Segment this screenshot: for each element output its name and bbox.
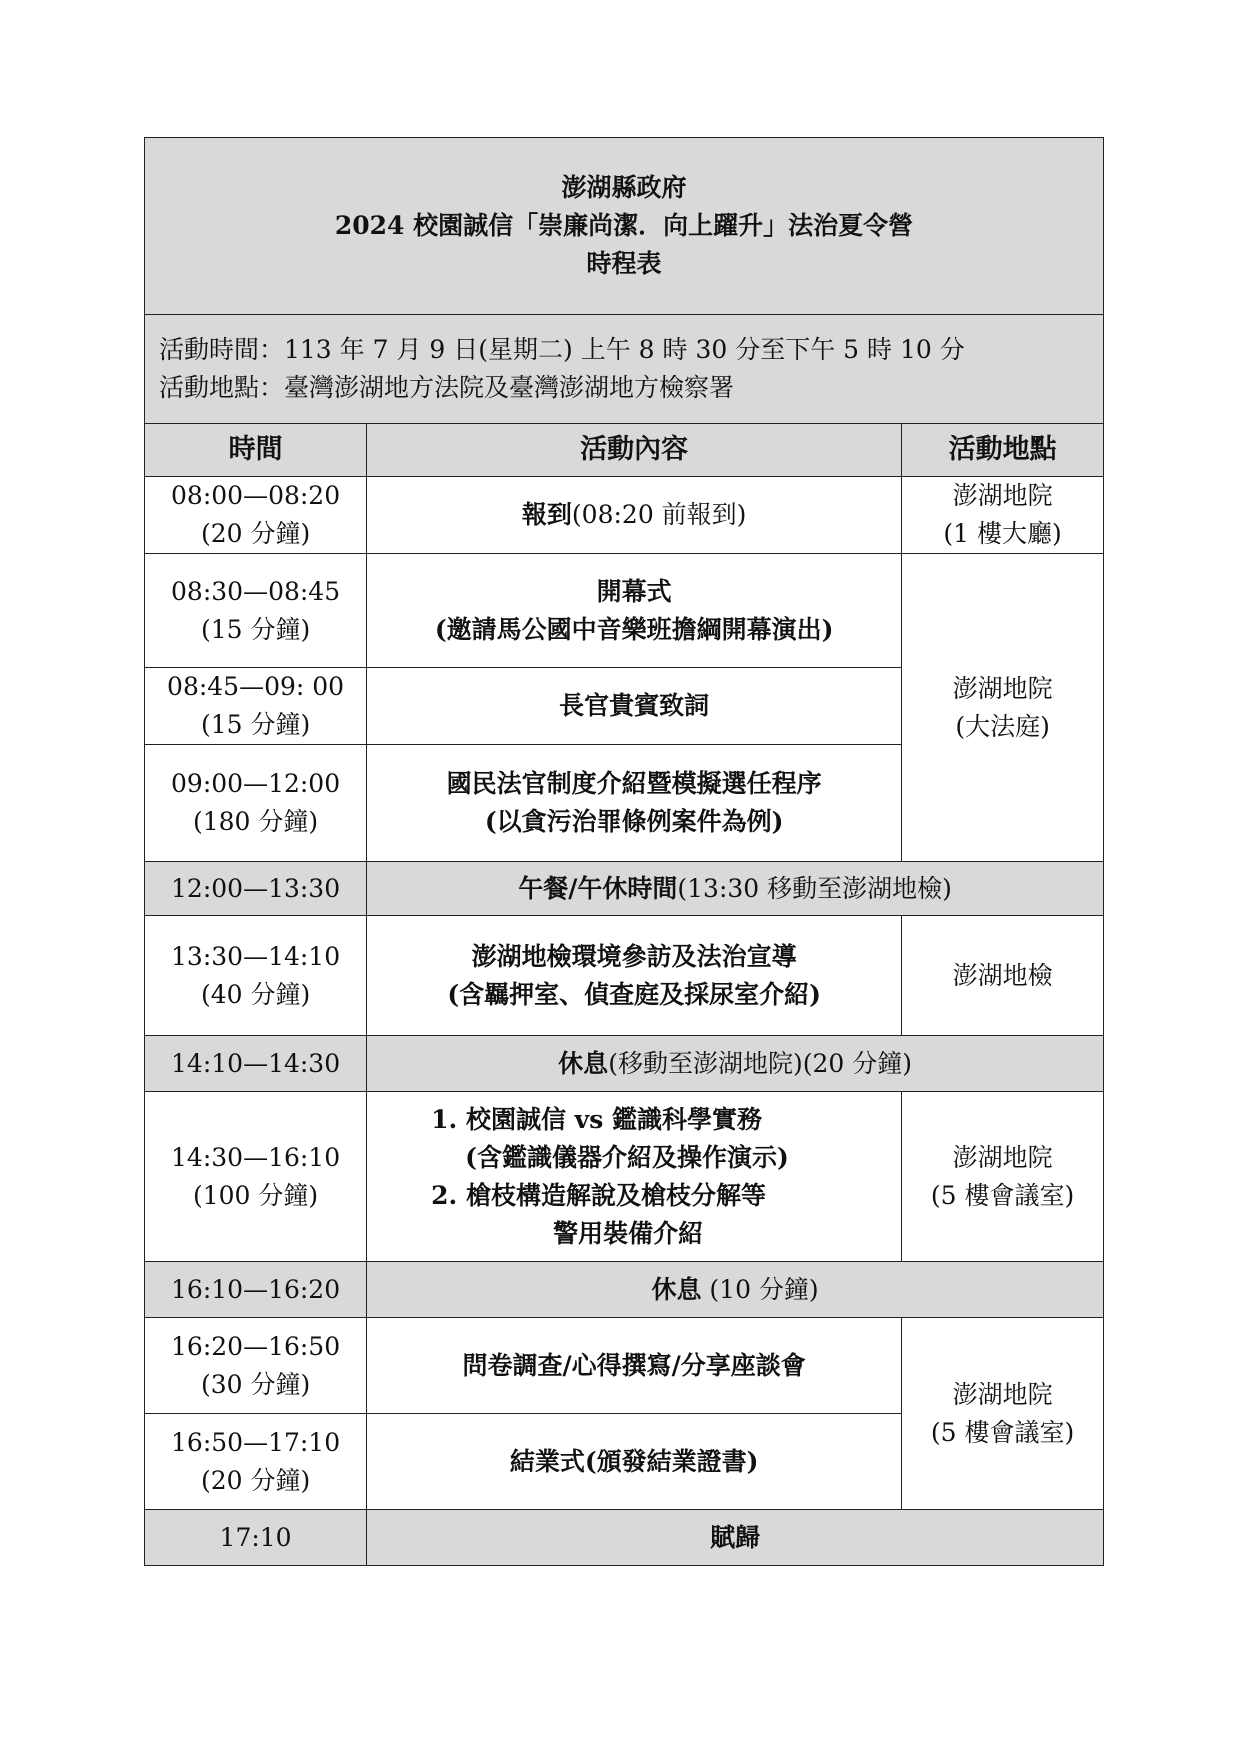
content-cell [367, 745, 902, 862]
place-name: 澎湖地院 [952, 673, 1053, 703]
time-range: 08:00—08:20 [171, 481, 341, 510]
activity-name: 結業式 [509, 1446, 585, 1476]
duration: (100 分鐘) [192, 1180, 319, 1210]
table-row [145, 916, 1104, 1036]
content-cell [367, 916, 902, 1036]
time-cell [145, 1262, 367, 1318]
title-block [145, 138, 1104, 315]
list-item: 1. 校園誠信 vs 鑑識科學實務 [431, 1104, 762, 1134]
place-detail: (5 樓會議室) [930, 1180, 1075, 1210]
content-cell [367, 1262, 1104, 1318]
place-detail: (1 樓大廳) [943, 519, 1062, 548]
time-range: 17:10 [219, 1522, 292, 1552]
place-cell [902, 1318, 1104, 1510]
event-place: 活動地點：臺灣澎湖地方法院及臺灣澎湖地方檢察署 [159, 373, 735, 402]
time-cell [145, 477, 367, 554]
duration: (20 分鐘) [200, 1465, 311, 1495]
activity-note: (10 分鐘) [701, 1274, 819, 1304]
content-cell [367, 1510, 1104, 1566]
col-header-time: 時間 [145, 424, 367, 477]
place-detail: (5 樓會議室) [930, 1417, 1075, 1447]
place-name: 澎湖地院 [952, 1379, 1053, 1409]
place-cell [902, 477, 1104, 554]
table-row [145, 554, 1104, 668]
time-cell [145, 1510, 367, 1566]
time-cell [145, 1414, 367, 1510]
time-range: 16:20—16:50 [171, 1331, 341, 1361]
place-detail: (大法庭) [955, 711, 1050, 741]
place-cell [902, 1092, 1104, 1262]
activity-name: 賦歸 [710, 1522, 761, 1552]
time-range: 08:30—08:45 [171, 576, 341, 606]
time-cell [145, 668, 367, 745]
time-cell [145, 862, 367, 916]
duration: (40 分鐘) [200, 979, 311, 1009]
activity-name: 開幕式 [596, 576, 672, 606]
place-name: 澎湖地檢 [952, 960, 1053, 990]
activity-name: 澎湖地檢環境參訪及法治宣導 [471, 941, 797, 971]
event-time: 活動時間：113 年 7 月 9 日(星期二) 上午 8 時 30 分至下午 5 時 10 分 [159, 335, 965, 364]
place-name: 澎湖地院 [952, 1142, 1053, 1172]
duration: (15 分鐘) [200, 614, 311, 644]
schedule-table [144, 137, 1104, 1566]
list-item: 2. 槍枝構造解說及槍枝分解等 [431, 1180, 766, 1210]
event-title: 2024 校園誠信「崇廉尚潔．向上躍升」法治夏令營 [334, 211, 914, 240]
time-cell [145, 1092, 367, 1262]
activity-note: (以貪污治罪條例案件為例) [484, 807, 784, 836]
activity-name: 報到 [521, 500, 572, 529]
table-header [145, 424, 1104, 477]
activity-note: (08:20 前報到) [571, 500, 747, 529]
doc-title: 時程表 [586, 249, 662, 278]
content-cell [367, 668, 902, 745]
col-header-content: 活動內容 [367, 424, 902, 477]
content-cell [367, 554, 902, 668]
activity-note: (含羈押室、偵查庭及採尿室介紹) [447, 979, 821, 1009]
time-range: 16:50—17:10 [171, 1427, 341, 1457]
content-cell [367, 477, 902, 554]
content-cell [367, 1092, 902, 1262]
list-item-note: (含鑑識儀器介紹及操作演示) [465, 1142, 789, 1172]
time-cell [145, 1318, 367, 1414]
time-range: 13:30—14:10 [171, 941, 341, 971]
event-info [145, 315, 1104, 424]
time-range: 16:10—16:20 [171, 1274, 341, 1304]
activity-name: 午餐/午休時間 [518, 873, 678, 903]
activity-note: (13:30 移動至澎湖地檢) [677, 873, 952, 903]
table-row [145, 1510, 1104, 1566]
content-cell [367, 1318, 902, 1414]
org-title: 澎湖縣政府 [561, 173, 687, 202]
duration: (15 分鐘) [200, 710, 311, 739]
time-range: 14:10—14:30 [171, 1048, 341, 1078]
table-row [145, 1262, 1104, 1318]
place-cell [902, 916, 1104, 1036]
time-range: 09:00—12:00 [171, 769, 341, 798]
content-cell [367, 862, 1104, 916]
time-cell [145, 554, 367, 668]
duration: (30 分鐘) [200, 1369, 311, 1399]
activity-name: 長官貴賓致詞 [559, 691, 710, 720]
table-row [145, 1318, 1104, 1414]
activity-name: 休息 [558, 1048, 609, 1078]
place-name: 澎湖地院 [952, 481, 1053, 510]
duration: (20 分鐘) [200, 519, 311, 548]
table-row [145, 477, 1104, 554]
activity-name: 休息 [651, 1274, 702, 1304]
place-cell [902, 554, 1104, 862]
time-range: 08:45—09: 00 [167, 672, 345, 701]
duration: (180 分鐘) [192, 807, 319, 836]
content-cell [367, 1036, 1104, 1092]
table-row [145, 1036, 1104, 1092]
list-item-note: 警用裝備介紹 [553, 1218, 704, 1248]
time-range: 14:30—16:10 [171, 1142, 341, 1172]
table-row [145, 862, 1104, 916]
col-header-place: 活動地點 [902, 424, 1104, 477]
time-cell [145, 1036, 367, 1092]
activity-name: 國民法官制度介紹暨模擬選任程序 [446, 769, 822, 798]
activity-note: (邀請馬公國中音樂班擔綱開幕演出) [434, 614, 834, 644]
time-cell [145, 916, 367, 1036]
table-row [145, 1092, 1104, 1262]
activity-name: 問卷調查/心得撰寫/分享座談會 [462, 1350, 806, 1380]
time-range: 12:00—13:30 [171, 873, 341, 903]
content-cell [367, 1414, 902, 1510]
time-cell [145, 745, 367, 862]
activity-note: (頒發結業證書) [584, 1446, 759, 1476]
activity-note: (移動至澎湖地院)(20 分鐘) [608, 1048, 912, 1078]
